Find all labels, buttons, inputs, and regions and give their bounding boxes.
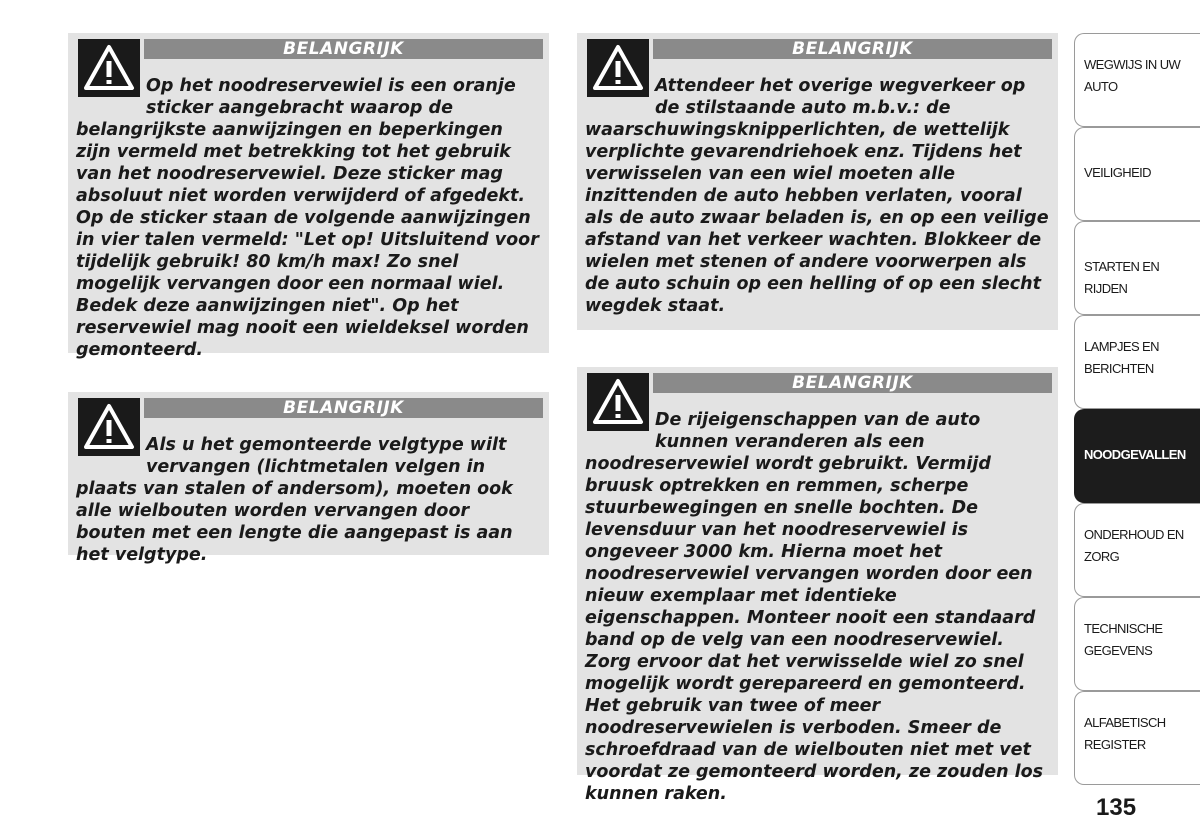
warning-text: De rijeigenschappen van de auto kunnen veranderen als een noodreservewiel wordt gebruikt. Vermijd bruusk optrekken en remmen, scherpe stuurbewegingen en snelle bochten. De levensduur van het noodreservewiel is ongeveer 3000 km. Hierna moet het noodreservewiel vervangen worden door een nieuw exemplaar met identieke eigenschappen. Monteer nooit een standaard band op de velg van een noodreservewiel. Zorg ervoor dat het verwisselde wiel zo snel mogelijk wordt gerepareerd en gemonteerd. Het gebruik van twee of meer noodreservewielen is verboden. Smeer de schroefdraad van de wielbouten niet met vet voordat ze gemonteerd worden, ze zouden los kunnen raken. bbox=[585, 410, 1044, 804]
tab-technische-gegevens[interactable]: TECHNISCHE GEGEVENS bbox=[1074, 597, 1200, 691]
warning-text: Op het noodreservewiel is een oranje sticker aangebracht waarop de belangrijkste aanwijzingen en beperkingen zijn vermeld met betrekking tot het gebruik van het noodreservewiel. Deze sticker mag absoluut niet worden verwijderd of afgedekt. Op de sticker staan de volgende aanwijzingen in vier talen vermeld: "Let op! Uitsluitend voor tijdelijk gebruik! 80 km/h max! Zo snel mogelijk vervangen door een normaal wiel. Bedek deze aanwijzingen niet". Op het reservewiel mag nooit een wieldeksel worden gemonteerd. bbox=[76, 76, 539, 360]
warning-text: Als u het gemonteerde velgtype wilt vervangen (lichtmetalen velgen in plaats van stalen of andersom), moeten ook alle wielbouten worden vervangen door bouten met een lengte die aangepast is aan het velgtype. bbox=[76, 435, 513, 565]
tab-lampjes-en-berichten[interactable]: LAMPJES EN BERICHTEN bbox=[1074, 315, 1200, 409]
warning-triangle-icon bbox=[78, 398, 140, 456]
warning-triangle-icon bbox=[587, 373, 649, 431]
warning-header: BELANGRIJK bbox=[144, 398, 543, 418]
warning-box-2 bbox=[68, 392, 549, 565]
tab-veiligheid[interactable]: VEILIGHEID bbox=[1074, 127, 1200, 221]
warning-box-3 bbox=[577, 33, 1058, 330]
chapter-tabs bbox=[1074, 33, 1200, 785]
warning-triangle-icon bbox=[587, 39, 649, 97]
warning-text: Attendeer het overige wegverkeer op de stilstaande auto m.b.v.: de waarschuwingsknipperlichten, de wettelijk verplichte gevarendriehoek enz. Tijdens het verwisselen van een wiel moeten alle inzittenden de auto hebben verlaten, vooral als de auto zwaar beladen is, en op een veilige afstand van het verkeer wachten. Blokkeer de wielen met stenen of andere voorwerpen als de auto schuin op een helling of op een slecht wegdek staat. bbox=[585, 76, 1049, 316]
warning-header: BELANGRIJK bbox=[653, 39, 1052, 59]
warning-triangle-icon bbox=[78, 39, 140, 97]
tab-wegwijs-in-uw-auto[interactable]: WEGWIJS IN UW AUTO bbox=[1074, 33, 1200, 127]
warning-box-4 bbox=[577, 367, 1058, 804]
page-number: 135 bbox=[1096, 794, 1137, 821]
warning-header: BELANGRIJK bbox=[144, 39, 543, 59]
warning-box-1 bbox=[68, 33, 549, 360]
tab-onderhoud-en-zorg[interactable]: ONDERHOUD EN ZORG bbox=[1074, 503, 1200, 597]
tab-starten-en-rijden[interactable]: STARTEN EN RIJDEN bbox=[1074, 221, 1200, 315]
tab-noodgevallen[interactable]: NOODGEVALLEN bbox=[1074, 409, 1200, 503]
tab-alfabetisch-register[interactable]: ALFABETISCH REGISTER bbox=[1074, 691, 1200, 785]
warning-header: BELANGRIJK bbox=[653, 373, 1052, 393]
